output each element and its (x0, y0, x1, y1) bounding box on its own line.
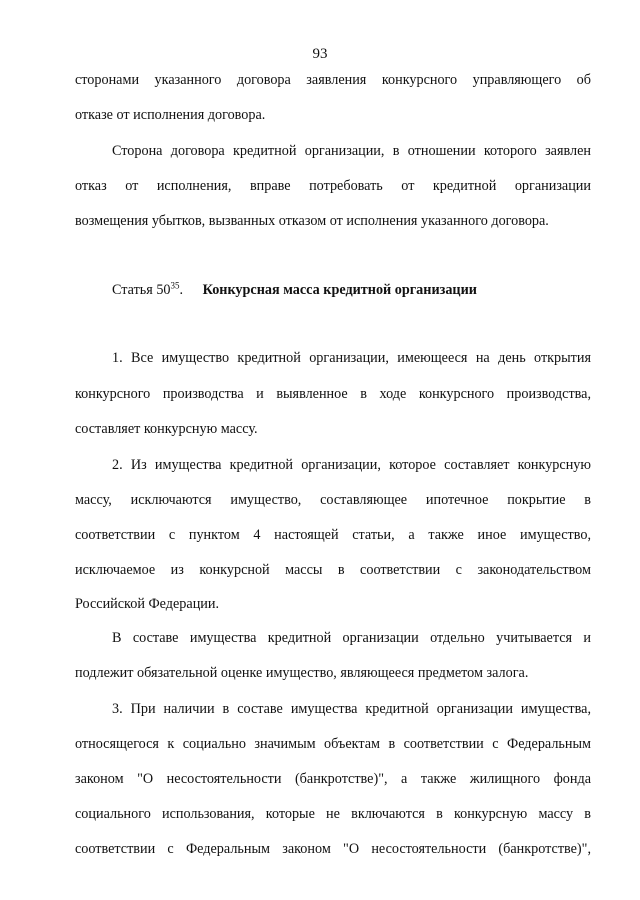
article-title: Конкурсная масса кредитной организации (202, 282, 477, 298)
text-line: конкурсного производства и выявленное в ходе конкурсного производства, (75, 386, 591, 402)
text-line: подлежит обязательной оценке имущество, являющееся предметом залога. (75, 665, 529, 681)
text-line: В составе имущества кредитной организации отдельно учитывается и (112, 630, 591, 646)
text-line: исключаемое из конкурсной массы в соответствии с законодательством (75, 562, 591, 578)
text-line: 3. При наличии в составе имущества кредитной организации имущества, (112, 701, 591, 717)
text-line: социального использования, которые не включаются в конкурсную массу в (75, 806, 591, 822)
text-line: составляет конкурсную массу. (75, 421, 258, 437)
article-superscript: 35 (170, 280, 180, 291)
text-line: Российской Федерации. (75, 596, 220, 612)
text-line: сторонами указанного договора заявления конкурсного управляющего об (75, 72, 591, 88)
text-line: массу, исключаются имущество, составляющее ипотечное покрытие в (75, 492, 591, 508)
text-line: отказе от исполнения договора. (75, 107, 266, 123)
article-heading (112, 280, 477, 300)
text-line: 2. Из имущества кредитной организации, которое составляет конкурсную (112, 457, 591, 473)
text-line: законом "О несостоятельности (банкротстве)", а также жилищного фонда (75, 771, 591, 787)
text-line: 1. Все имущество кредитной организации, имеющееся на день открытия (112, 350, 591, 366)
article-dot: . (179, 282, 184, 298)
page-number: 93 (312, 46, 328, 62)
text-line: относящегося к социально значимым объектам в соответствии с Федеральным (75, 736, 591, 752)
text-line: Сторона договора кредитной организации, в отношении которого заявлен (112, 143, 591, 159)
article-number: Статья 50 (112, 282, 171, 298)
text-line: соответствии с пунктом 4 настоящей статьи, а также иное имущество, (75, 527, 591, 543)
text-line: соответствии с Федеральным законом "О несостоятельности (банкротстве)", (75, 841, 591, 857)
text-line: возмещения убытков, вызванных отказом от исполнения указанного договора. (75, 213, 549, 229)
text-line: отказ от исполнения, вправе потребовать от кредитной организации (75, 178, 591, 194)
